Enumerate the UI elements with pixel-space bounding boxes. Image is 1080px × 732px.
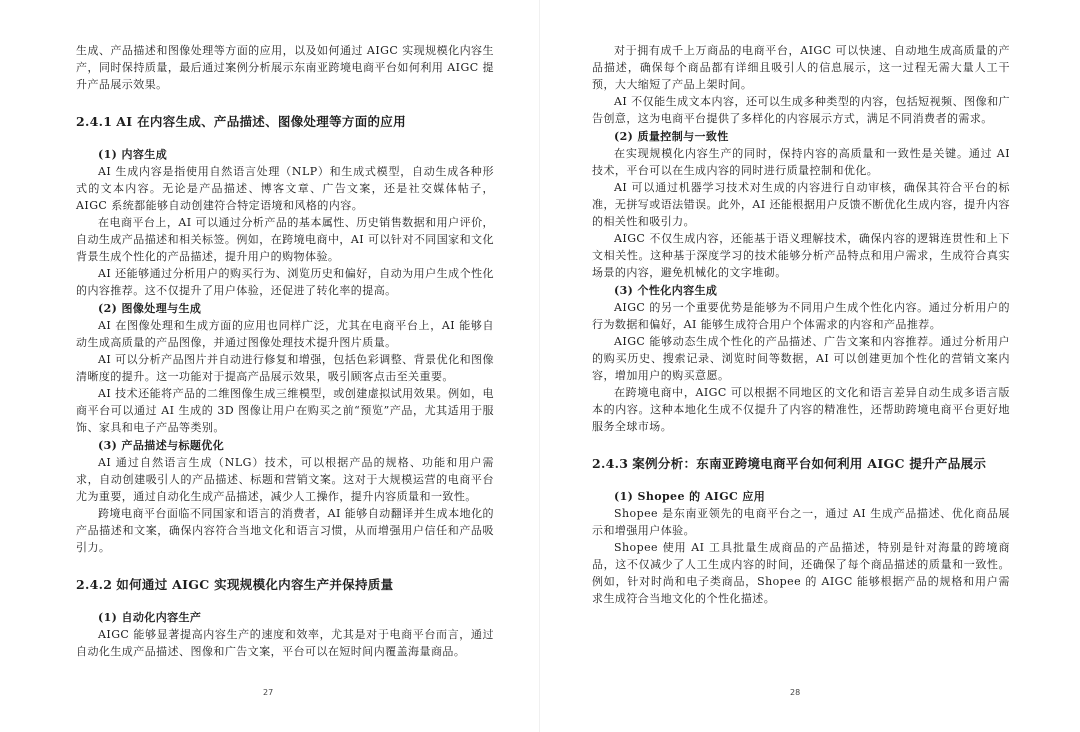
- right-page: [540, 0, 1080, 732]
- paragraph: 跨境电商平台面临不同国家和语言的消费者，AI 能够自动翻译并生成本地化的产品描述和文案，确保内容符合当地文化和语言习惯，从而增强用户信任和产品吸引力。: [76, 507, 494, 554]
- paragraph: AI 技术还能将产品的二维图像生成三维模型，或创建虚拟试用效果。例如，电商平台可以通过 AI 生成的 3D 图像让用户在购买之前“预览”产品，尤其适用于服饰、家具和电子产品等类别。: [76, 387, 494, 434]
- paragraph: AI 在图像处理和生成方面的应用也同样广泛，尤其在电商平台上，AI 能够自动生成高质量的产品图像，并通过图像处理技术提升图片质量。: [76, 319, 494, 349]
- section-number: 2.4.3: [592, 456, 629, 471]
- section-title: 案例分析：东南亚跨境电商平台如何利用 AIGC 提升产品展示: [632, 456, 987, 471]
- section-heading-2-4-3: [592, 455, 1010, 472]
- paragraph: 在实现规模化内容生产的同时，保持内容的高质量和一致性是关键。通过 AI 技术，平台可以在生成内容的同时进行质量控制和优化。: [592, 147, 1010, 177]
- section-heading-2-4-1: [76, 113, 494, 130]
- subheading-personalized-content: (3) 个性化内容生成: [614, 284, 718, 297]
- paragraph: 在跨境电商中，AIGC 可以根据不同地区的文化和语言差异自动生成多语言版本的内容。这种本地化生成不仅提升了内容的精准性，还帮助跨境电商平台更好地服务全球市场。: [592, 386, 1010, 433]
- section-number: 2.4.2: [76, 577, 113, 592]
- paragraph: AI 通过自然语言生成（NLG）技术，可以根据产品的规格、功能和用户需求，自动创建吸引人的产品描述、标题和营销文案。这对于大规模运营的电商平台尤为重要，通过自动化生成产品描述，减少人工操作，提升内容质量和一致性。: [76, 456, 494, 503]
- section-number: 2.4.1: [76, 114, 113, 129]
- subheading-content-generation: (1) 内容生成: [98, 148, 168, 161]
- paragraph: AI 生成内容是指使用自然语言处理（NLP）和生成式模型，自动生成各种形式的文本内容。无论是产品描述、博客文章、广告文案，还是社交媒体帖子，AIGC 系统都能够自动创建符合特定语境和风格的内容。: [76, 165, 494, 212]
- paragraph: AIGC 不仅生成内容，还能基于语义理解技术，确保内容的逻辑连贯性和上下文相关性。这种基于深度学习的技术能够分析产品特点和用户需求，生成符合真实场景的内容，避免机械化的文字堆砌。: [592, 232, 1010, 279]
- page-number: 28: [790, 688, 801, 697]
- paragraph: AIGC 能够显著提高内容生产的速度和效率，尤其是对于电商平台而言，通过自动化生成产品描述、图像和广告文案，平台可以在短时间内覆盖海量商品。: [76, 628, 494, 658]
- paragraph: AI 可以分析产品图片并自动进行修复和增强，包括色彩调整、背景优化和图像清晰度的提升。这一功能对于提高产品展示效果，吸引顾客点击至关重要。: [76, 353, 494, 383]
- section-title: AI 在内容生成、产品描述、图像处理等方面的应用: [116, 114, 406, 129]
- paragraph: Shopee 是东南亚领先的电商平台之一，通过 AI 生成产品描述、优化商品展示和增强用户体验。: [592, 507, 1010, 537]
- subheading-image-processing: (2) 图像处理与生成: [98, 302, 202, 315]
- paragraph: 在电商平台上，AI 可以通过分析产品的基本属性、历史销售数据和用户评价，自动生成产品描述和相关标签。例如，在跨境电商中，AI 可以针对不同国家和文化背景生成个性化的产品描述，提升用户的购物体验。: [76, 216, 494, 263]
- paragraph: AIGC 的另一个重要优势是能够为不同用户生成个性化内容。通过分析用户的行为数据和偏好，AI 能够生成符合用户个体需求的内容和产品推荐。: [592, 301, 1010, 331]
- subheading-title-optimization: (3) 产品描述与标题优化: [98, 439, 225, 452]
- paragraph: 对于拥有成千上万商品的电商平台，AIGC 可以快速、自动地生成高质量的产品描述，确保每个商品都有详细且吸引人的信息展示，这一过程无需大量人工干预，大大缩短了产品上架时间。: [592, 44, 1010, 91]
- subheading-automated-production: (1) 自动化内容生产: [98, 611, 202, 624]
- paragraph: Shopee 使用 AI 工具批量生成商品的产品描述，特别是针对海量的跨境商品，这不仅减少了人工生成内容的时间，还确保了每个商品描述的质量和一致性。例如，针对时尚和电子类商品，Shopee 的 AIGC 能够根据产品的规格和用户需求生成符合当地文化的个性化描述。: [592, 541, 1010, 605]
- page-number: 27: [263, 688, 274, 697]
- subheading-shopee: (1) Shopee 的 AIGC 应用: [614, 490, 766, 503]
- paragraph: AI 可以通过机器学习技术对生成的内容进行自动审核，确保其符合平台的标准，无拼写或语法错误。此外，AI 还能根据用户反馈不断优化生成内容，提升内容的相关性和吸引力。: [592, 181, 1010, 228]
- section-title: 如何通过 AIGC 实现规模化内容生产并保持质量: [116, 577, 394, 592]
- subheading-quality-control: (2) 质量控制与一致性: [614, 130, 729, 143]
- paragraph: AIGC 能够动态生成个性化的产品描述、广告文案和内容推荐。通过分析用户的购买历史、搜索记录、浏览时间等数据，AI 可以创建更加个性化的营销文案内容，增加用户的购买意愿。: [592, 335, 1010, 382]
- paragraph: AI 不仅能生成文本内容，还可以生成多种类型的内容，包括短视频、图像和广告创意，这为电商平台提供了多样化的内容展示方式，满足不同消费者的需求。: [592, 95, 1010, 125]
- intro-paragraph: 生成、产品描述和图像处理等方面的应用，以及如何通过 AIGC 实现规模化内容生产，同时保持质量，最后通过案例分析展示东南亚跨境电商平台如何利用 AIGC 提升产品展示效果。: [76, 44, 494, 91]
- section-heading-2-4-2: [76, 576, 494, 593]
- paragraph: AI 还能够通过分析用户的购买行为、浏览历史和偏好，自动为用户生成个性化的内容推荐。这不仅提升了用户体验，还促进了转化率的提高。: [76, 267, 494, 297]
